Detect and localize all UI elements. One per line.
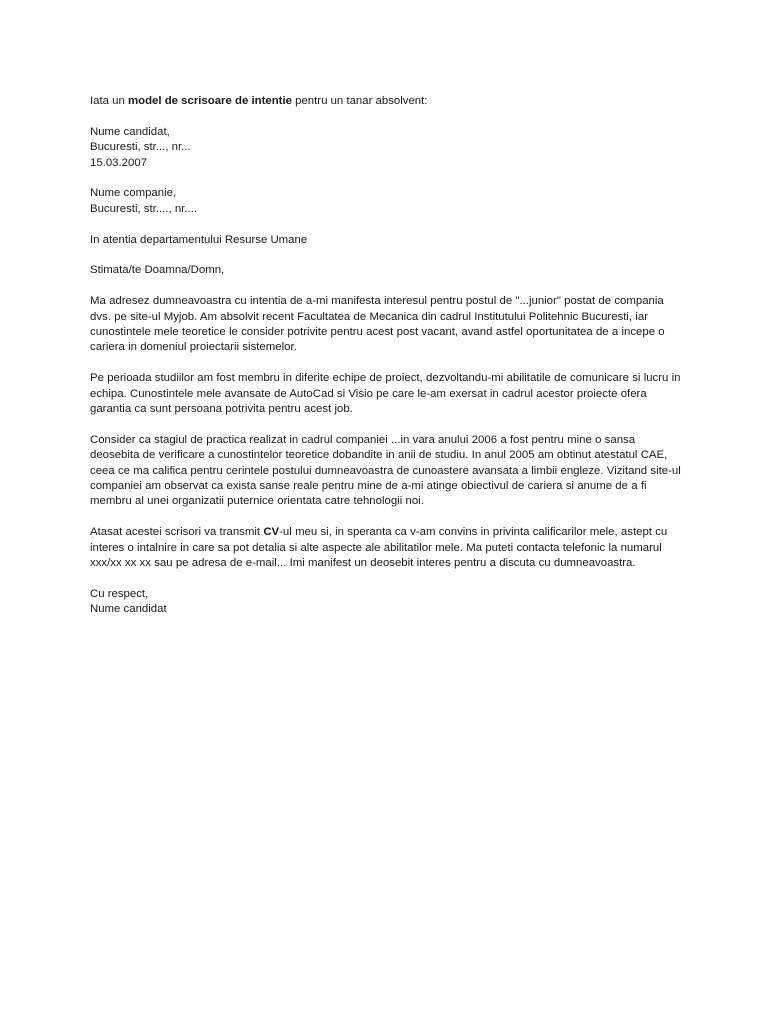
- paragraph-4-pre: Atasat acestei scrisori va transmit: [90, 526, 264, 539]
- paragraph-4-line: interes o intalnire in care sa pot detalia si alte aspecte ale abilitatilor mele. Ma puteti contacta telefonic la numarul: [90, 541, 662, 554]
- paragraph-4-line: [90, 525, 690, 540]
- sender-name: Nume candidat,: [90, 125, 170, 138]
- paragraph-3-line: deosebita de verificare a cunostintelor teoretice dobandite in anii de studiu. In anul 2005 am obtinut atestatul CAE,: [90, 449, 668, 462]
- salutation: Stimata/te Doamna/Domn,: [90, 264, 225, 277]
- paragraph-2-line: echipa. Cunostintele mele avansate de AutoCad si Visio pe care le-am exersat in cadrul acestor proiecte ofera: [90, 387, 647, 400]
- paragraph-1: [90, 294, 690, 356]
- paragraph-3-line: ceea ce ma califica pentru cerintele postului dumneavoastra de cunoastere avansata a limbii engleze. Vizitand site-ul: [90, 464, 681, 477]
- paragraph-1-line: cunostintele mele teoretice le consider potrivite pentru acest post vacant, avand astfel oportunitatea de a incepe o: [90, 326, 665, 339]
- paragraph-2-line: Pe perioada studiilor am fost membru in diferite echipe de proiect, dezvoltandu-mi abilitatile de comunicare si lucru in: [90, 372, 681, 385]
- sender-date: 15.03.2007: [90, 156, 148, 169]
- intro-pre: Iata un: [90, 95, 128, 107]
- paragraph-3-line: membru al unei organizatii puternice orientata catre tehnologii noi.: [90, 495, 424, 508]
- paragraph-4: [90, 525, 690, 571]
- recipient-block: [90, 186, 698, 217]
- paragraph-3-line: Consider ca stagiul de practica realizat in cadrul companiei ...in vara anului 2006 a fost pentru mine o sansa: [90, 433, 636, 446]
- paragraph-1-line: cariera in domeniul proiectarii sistemelor.: [90, 341, 297, 354]
- paragraph-4-post: -ul meu si, in speranta ca v-am convins in privinta calificarilor mele, astept cu: [279, 526, 668, 539]
- recipient-address: Bucuresti, str...., nr....: [90, 202, 197, 215]
- paragraph-1-line: dvs. pe site-ul Myjob. Am absolvit recent Facultatea de Mecanica din cadrul Institutului Politehnic Bucuresti, iar: [90, 310, 649, 323]
- paragraph-4-bold-cv: CV: [263, 526, 280, 539]
- paragraph-3-line: companiei am observat ca exista sanse reale pentru mine de a-mi atinge obiectivul de cariera si anume de a fi: [90, 480, 647, 493]
- closing-regards: Cu respect,: [90, 587, 149, 600]
- paragraph-3: [90, 433, 690, 510]
- intro-bold: model de scrisoare de intentie: [128, 95, 292, 107]
- sender-address: Bucuresti, str..., nr...: [90, 141, 191, 154]
- intro-line: [90, 94, 698, 109]
- intro-post: pentru un tanar absolvent:: [291, 95, 428, 107]
- paragraph-2: [90, 371, 690, 417]
- paragraph-1-line: Ma adresez dumneavoastra cu intentia de a-mi manifesta interesul pentru postul de "...junior" postat de compania: [90, 295, 664, 308]
- sender-block: [90, 125, 698, 171]
- paragraph-2-line: garantia ca sunt persoana potrivita pentru acest job.: [90, 403, 353, 416]
- recipient-company: Nume companie,: [90, 187, 177, 200]
- closing-name: Nume candidat: [90, 603, 167, 616]
- attention-line: In atentia departamentului Resurse Umane: [90, 233, 308, 246]
- closing-block: [90, 587, 698, 618]
- paragraph-4-line: xxx/xx xx xx sau pe adresa de e-mail... Imi manifest un deosebit interes pentru a discuta cu dumneavoastra.: [90, 557, 636, 570]
